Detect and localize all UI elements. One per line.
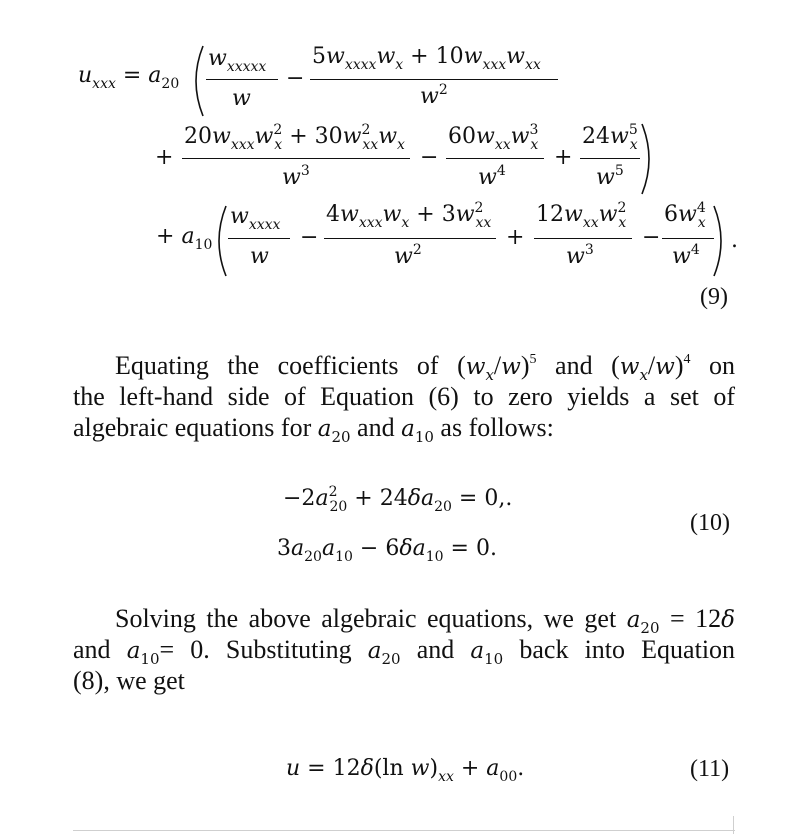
eq9-r1-t2-num: $5w_{xxxx}w_x + 10w_{xxx}w_{xx}$ xyxy=(312,44,541,73)
left-paren-2 xyxy=(210,204,228,278)
eq9-r2-t1-num: $20w_{xxx}w^2_x + 30w^2_{xx}w_x$ xyxy=(184,122,405,153)
eq9-r2-t2-den: $w^4$ xyxy=(478,163,506,190)
left-paren-1 xyxy=(187,44,205,118)
eq9-r1-t2-den: $w^2$ xyxy=(420,82,448,109)
eq9-r3-t3-num: $12w_{xx}w^2_x$ xyxy=(536,200,627,231)
eq9-r3-prefix: + $a_{10}$ xyxy=(156,224,213,253)
paper-page: $u_{xxx} = a_{20}$ $w_{xxxxx}$ w − $5w_{xxxx}w_x + 10w_{xxx}w_{xx}$ $w^2$ + $20w_{xxx}w^2_x + 30w^2_{xx}w_x$ $w^3$ − $60w_{xx}w^3_x$ $w^4$ + $24w^5_x$ $w^5$ + $a_{10}$ $w_{xxxx}$ w − $4w_{xxx}w_x + 3w^2_{xx}$ $w^2$ + $12w_{xx}w^2_x$ $w^3$ − $6w^4_x$ $w^4$ . (9) Equating the coefficients of $(w_x/w)^5$ and $(w_x/w)^4$ on the left-hand side of Equation (6) to zero yields a set of algebraic equations for $a_{20}$ and $a_{10}$ as follows: $-2a^2_{20} + 24\delta a_{20} = 0$,. $3a_{20}a_{10} - 6\delta a_{10} = 0$. (10) Solving the above algebraic equations, we get $a_{20} = 12\delta$ and $a_{10}= 0$. Substituting $a_{20}$ and $a_{10}$ back into Equation (8), we get u = 12δ(ln $w)_{xx} + a_{00}$. (11) xyxy=(0,0,785,835)
eq9-r3-t4-num: $6w^4_x$ xyxy=(664,200,706,231)
footer-tick xyxy=(733,816,734,834)
eq9-r3-t1-num: $w_{xxxx}$ xyxy=(230,204,281,233)
eq9-r2-t1-den: $w^3$ xyxy=(282,163,310,190)
eq9-r1-t1-den: w xyxy=(232,86,251,111)
eq10-number: (10) xyxy=(690,510,730,536)
eq9-lhs: $u_{xxx} = a_{20}$ xyxy=(78,63,180,92)
eq9-r3-t2-num: $4w_{xxx}w_x + 3w^2_{xx}$ xyxy=(326,200,492,231)
p2-line-1: Solving the above algebraic equations, we get $a_{20} = 12\delta$ xyxy=(115,604,736,637)
p1-line-3: algebraic equations for $a_{20}$ and $a_{10}$ as follows: xyxy=(73,413,554,446)
eq11-expr: u = 12δ(ln $w)_{xx} + a_{00}$. xyxy=(286,756,525,785)
eq10-line-1: $-2a^2_{20} + 24\delta a_{20} = 0$,. xyxy=(283,484,513,515)
eq9-r1-t1-num: $w_{xxxxx}$ xyxy=(208,46,267,75)
paragraph-1 xyxy=(73,350,736,446)
p1-line-1: Equating the coefficients of $(w_x/w)^5$ and $(w_x/w)^4$ on xyxy=(115,351,736,384)
right-paren-1 xyxy=(640,122,658,196)
eq9-number: (9) xyxy=(700,284,728,310)
eq9-r2-t3-den: $w^5$ xyxy=(596,163,624,190)
footer-rule xyxy=(73,830,735,831)
eq9-r2-t2-num: $60w_{xx}w^3_x$ xyxy=(448,122,539,153)
eq9-r3-t2-den: $w^2$ xyxy=(394,242,422,269)
p2-line-3: (8), we get xyxy=(73,666,185,695)
eq9-r3-t4-den: $w^4$ xyxy=(672,242,700,269)
eq9-r3-t1-den: w xyxy=(250,244,269,269)
eq10-line-2: $3a_{20}a_{10} - 6\delta a_{10} = 0$. xyxy=(277,536,497,565)
eq9-r3-t3-den: $w^3$ xyxy=(566,242,594,269)
eq9-r2-t3-num: $24w^5_x$ xyxy=(582,122,638,153)
eq11-number: (11) xyxy=(690,756,730,782)
p2-line-2: and $a_{10}= 0$. Substituting $a_{20}$ and $a_{10}$ back into Equation xyxy=(73,635,736,668)
right-paren-2 xyxy=(712,204,730,278)
p1-line-2: the left-hand side of Equation (6) to zero yields a set of xyxy=(73,382,735,411)
paragraph-2 xyxy=(73,603,735,696)
